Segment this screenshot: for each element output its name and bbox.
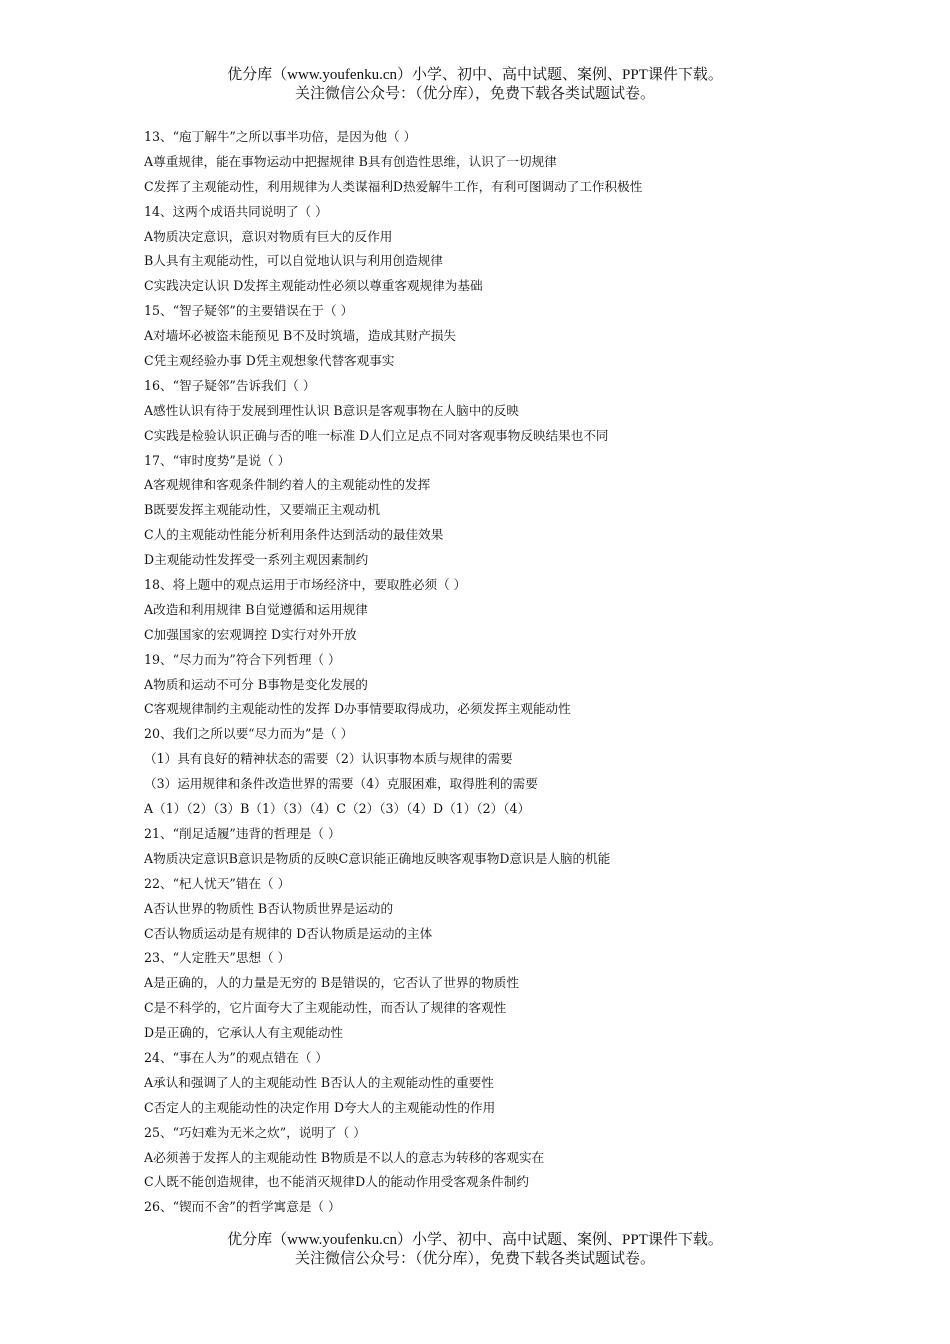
text-line: 25、“巧妇难为无米之炊”，说明了（ ）: [144, 1124, 366, 1140]
text-line: 16、“智子疑邻”告诉我们（ ）: [144, 377, 316, 393]
footer-line-2: 关注微信公众号：（优分库），免费下载各类试题试卷。: [294, 1251, 655, 1267]
text-line: D主观能动性发挥受一系列主观因素制约: [144, 552, 369, 568]
text-line: 18、将上题中的观点运用于市场经济中，要取胜必须（ ）: [144, 577, 467, 593]
text-line: A改造和利用规律 B自觉遵循和运用规律: [144, 601, 368, 617]
text-line: A客观规律和客观条件制约着人的主观能动性的发挥: [144, 477, 431, 493]
text-line: 13、“庖丁解牛”之所以事半功倍，是因为他（ ）: [144, 129, 417, 144]
text-line: C是不科学的，它片面夸大了主观能动性，而否认了规律的客观性: [144, 1000, 507, 1016]
text-line: A承认和强调了人的主观能动性 B否认人的主观能动性的重要性: [144, 1074, 494, 1090]
text-line: D是正确的，它承认人有主观能动性: [144, 1025, 344, 1041]
footer-line-1: 优分库（www.youfenku.cn）小学、初中、高中试题、案例、PPT课件下载。: [227, 1232, 723, 1248]
text-line: （3）运用规律和条件改造世界的需要（4）克服困难，取得胜利的需要: [144, 776, 538, 792]
text-line: C发挥了主观能动性，利用规律为人类谋福利D热爱解牛工作，有利可图调动了工作积极性: [144, 178, 643, 194]
text-line: C客观规律制约主观能动性的发挥 D办事情要取得成功，必须发挥主观能动性: [144, 701, 571, 717]
text-line: A否认世界的物质性 B否认物质世界是运动的: [144, 900, 394, 916]
text-line: 26、“锲而不舍”的哲学寓意是（ ）: [144, 1199, 341, 1215]
text-line: A物质决定意识，意识对物质有巨大的反作用: [144, 228, 393, 244]
text-line: A物质决定意识B意识是物质的反映C意识能正确地反映客观事物D意识是人脑的机能: [144, 850, 611, 866]
text-line: A感性认识有待于发展到理性认识 B意识是客观事物在人脑中的反映: [144, 402, 519, 418]
text-line: A必须善于发挥人的主观能动性 B物质是不以人的意志为转移的客观实在: [144, 1149, 545, 1165]
text-line: 23、“人定胜天”思想（ ）: [144, 950, 291, 966]
text-line: C人既不能创造规律，也不能消灭规律D人的能动作用受客观条件制约: [144, 1174, 529, 1190]
header-line-2: 关注微信公众号：（优分库），免费下载各类试题试卷。: [294, 86, 655, 102]
text-line: 17、“审时度势”是说（ ）: [144, 452, 291, 468]
text-line: 21、“削足适履”违背的哲理是（ ）: [144, 825, 341, 841]
text-line: C凭主观经验办事 D凭主观想象代替客观事实: [144, 353, 395, 369]
question-list: [144, 125, 844, 1220]
text-line: 14、这两个成语共同说明了（ ）: [144, 203, 328, 219]
text-line: B既要发挥主观能动性，又要端正主观动机: [144, 502, 380, 518]
text-line: C否定人的主观能动性的决定作用 D夸大人的主观能动性的作用: [144, 1099, 496, 1115]
text-line: C实践决定认识 D发挥主观能动性必须以尊重客观规律为基础: [144, 278, 483, 294]
text-line: C否认物质运动是有规律的 D否认物质是运动的主体: [144, 925, 433, 941]
text-line: 22、“杞人忧天”错在（ ）: [144, 875, 291, 891]
text-line: 15、“智子疑邻”的主要错误在于（ ）: [144, 303, 354, 319]
text-line: A（1）（2）（3）B（1）（3）（4）C（2）（3）（4）D（1）（2）（4）: [144, 801, 531, 817]
text-line: 20、我们之所以要“尽力而为”是（ ）: [144, 726, 354, 742]
text-line: B人具有主观能动性，可以自觉地认识与利用创造规律: [144, 253, 443, 269]
text-line: C人的主观能动性能分析利用条件达到活动的最佳效果: [144, 527, 444, 543]
header-line-1: 优分库（www.youfenku.cn）小学、初中、高中试题、案例、PPT课件下载。: [227, 67, 723, 83]
text-line: C实践是检验认识正确与否的唯一标准 D人们立足点不同对客观事物反映结果也不同: [144, 427, 609, 443]
text-line: A尊重规律，能在事物运动中把握规律 B具有创造性思维，认识了一切规律: [144, 153, 557, 169]
text-line: 24、“事在人为”的观点错在（ ）: [144, 1049, 329, 1065]
text-line: A对墙坏必被盗未能预见 B不及时筑墙，造成其财产损失: [144, 328, 457, 344]
text-line: （1）具有良好的精神状态的需要（2）认识事物本质与规律的需要: [144, 751, 513, 767]
text-line: 19、“尽力而为”符合下列哲理（ ）: [144, 651, 341, 667]
page-header: [0, 66, 950, 104]
text-line: C加强国家的宏观调控 D实行对外开放: [144, 626, 357, 642]
page-footer: [0, 1231, 950, 1269]
text-line: A物质和运动不可分 B事物是变化发展的: [144, 676, 368, 692]
text-line: A是正确的，人的力量是无穷的 B是错误的，它否认了世界的物质性: [144, 975, 519, 991]
